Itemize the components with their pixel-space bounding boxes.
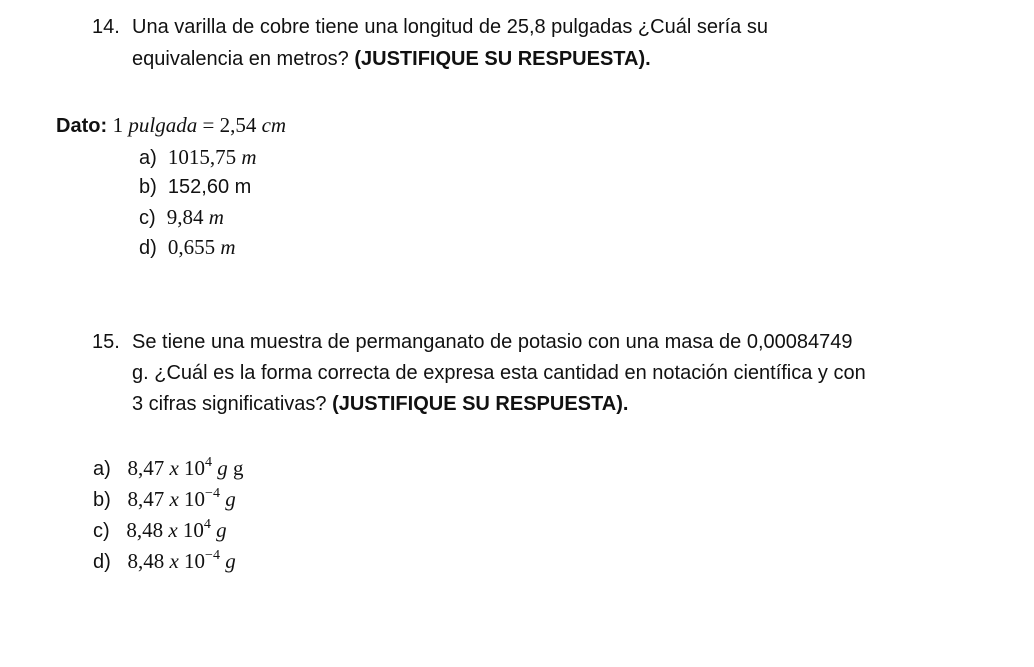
- option-letter: a): [93, 458, 111, 480]
- q15-option-b: [93, 487, 236, 512]
- q15-option-d: [93, 549, 236, 574]
- option-times: x: [169, 487, 179, 511]
- q15-number: 15.: [92, 331, 120, 353]
- option-mantissa: 8,48: [127, 549, 170, 573]
- option-unit: g: [210, 518, 227, 542]
- option-letter: b): [139, 176, 157, 198]
- q14-justify-instruction: (JUSTIFIQUE SU RESPUESTA).: [354, 48, 651, 70]
- option-value: 0,655: [167, 235, 221, 259]
- option-unit: g: [219, 487, 236, 511]
- q14-text-line1: Una varilla de cobre tiene una longitud de 25,8 pulgadas ¿Cuál sería su: [132, 16, 768, 38]
- option-mantissa: 8,47: [127, 487, 170, 511]
- option-letter: c): [93, 520, 110, 542]
- q14-line2-text: equivalencia en metros?: [132, 48, 355, 70]
- q15-text-line1: Se tiene una muestra de permanganato de potasio con una masa de 0,00084749: [132, 331, 853, 353]
- dato-equals: = 2,54: [197, 113, 262, 137]
- option-mantissa: 8,47: [127, 456, 170, 480]
- option-unit: g: [212, 456, 228, 480]
- q14-option-d: [139, 235, 236, 260]
- dato-one: 1: [112, 113, 129, 137]
- q14-option-a: [139, 145, 257, 170]
- option-base: 10: [178, 456, 206, 480]
- option-exponent: −4: [205, 486, 220, 501]
- q15-text-line3: [132, 392, 628, 416]
- option-unit: m: [208, 205, 224, 229]
- q15-text-line2: g. ¿Cuál es la forma correcta de expresa esta cantidad en notación científica y con: [132, 362, 866, 384]
- q15-option-a: [93, 456, 244, 481]
- option-base: 10: [177, 518, 204, 542]
- q15-line3-text: 3 cifras significativas?: [132, 393, 333, 415]
- option-times: x: [169, 549, 179, 573]
- option-value: 1015,75: [167, 145, 242, 169]
- q14-text-line2: [132, 47, 651, 71]
- option-unit: g: [219, 549, 236, 573]
- q14-number: 14.: [92, 16, 120, 38]
- q15-option-c: [93, 518, 227, 543]
- option-mantissa: 8,48: [126, 518, 169, 542]
- option-value: 152,60 m: [167, 176, 252, 198]
- option-exponent: 4: [205, 455, 213, 470]
- option-exponent: −4: [205, 548, 220, 563]
- option-exponent: 4: [203, 517, 211, 532]
- option-unit: m: [241, 145, 257, 169]
- option-letter: a): [139, 147, 157, 169]
- option-value: 9,84: [166, 205, 209, 229]
- option-letter: b): [93, 489, 111, 511]
- q14-option-c: [139, 205, 224, 230]
- option-letter: c): [139, 207, 156, 229]
- option-extra-unit: g: [227, 456, 244, 480]
- option-letter: d): [139, 237, 157, 259]
- option-letter: d): [93, 551, 111, 573]
- option-base: 10: [178, 549, 206, 573]
- option-base: 10: [178, 487, 206, 511]
- dato-label: Dato:: [56, 115, 108, 137]
- dato-cm: cm: [261, 113, 287, 137]
- option-unit: m: [220, 235, 236, 259]
- dato-unit: pulgada: [128, 113, 198, 137]
- option-times: x: [169, 456, 179, 480]
- q15-justify-instruction: (JUSTIFIQUE SU RESPUESTA).: [332, 393, 629, 415]
- q14-dato: [56, 113, 286, 138]
- option-times: x: [168, 518, 178, 542]
- q14-option-b: [139, 175, 251, 199]
